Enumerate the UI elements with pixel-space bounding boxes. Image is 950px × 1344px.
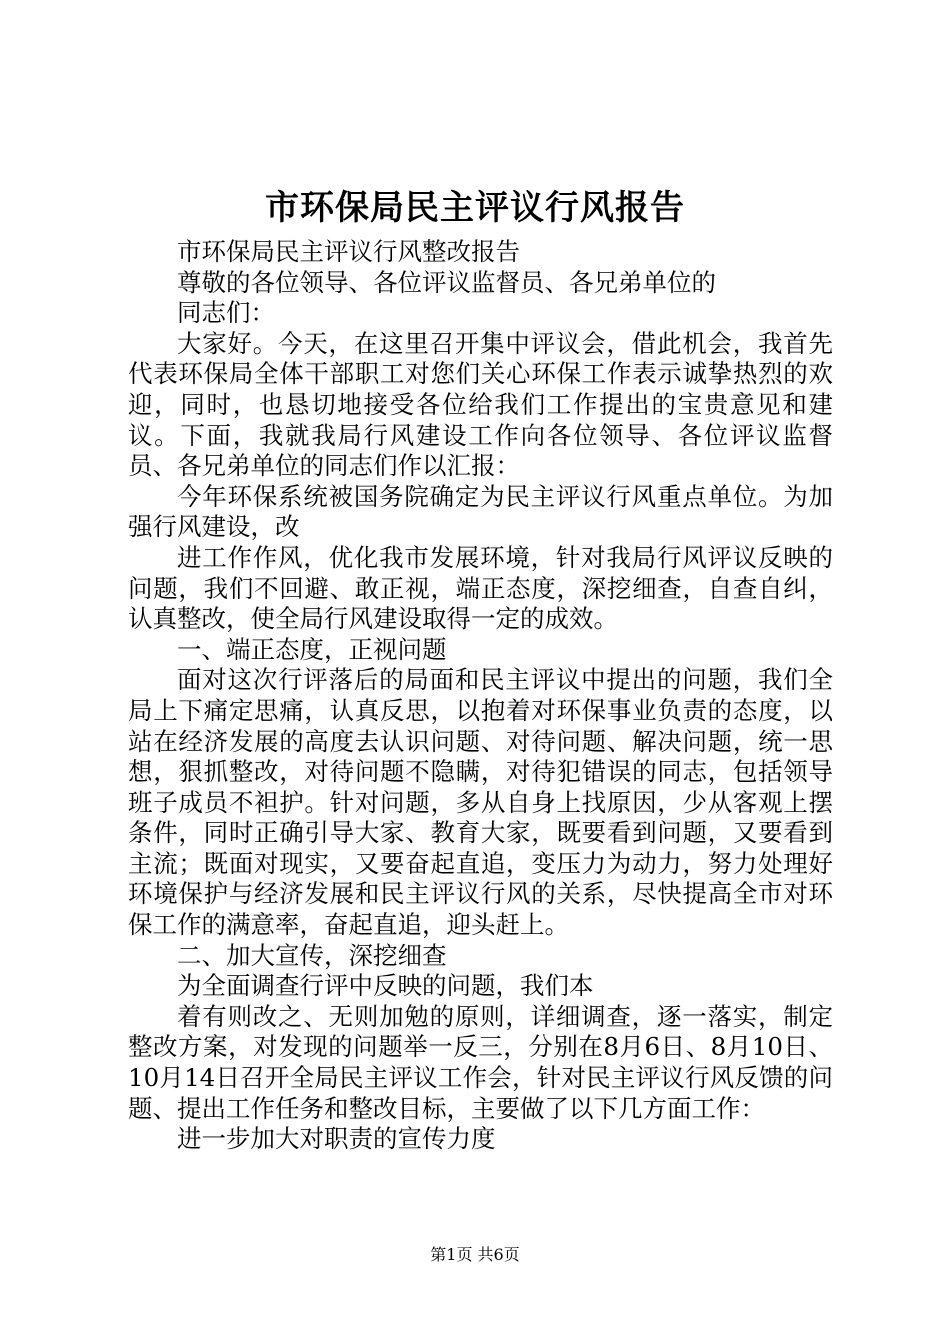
section-heading: 一、端正态度，正视问题 [177, 634, 447, 664]
document-body [128, 237, 833, 1155]
page-number-footer: 第1页 共6页 [430, 1245, 520, 1264]
paragraph: 尊敬的各位领导、各位评议监督员、各兄弟单位的 [177, 267, 716, 297]
paragraph: 今年环保系统被国务院确定为民主评议行风重点单位。为加强行风建设，改 [128, 481, 833, 542]
paragraph: 着有则改之、无则加勉的原则，详细调查，逐一落实，制定整改方案，对发现的问题举一反三，分别在8月6日、8月10日、10月14日召开全局民主评议工作会，针对民主评议行风反馈的问题、提出工作任务和整改目标，主要做了以下几方面工作： [128, 1001, 833, 1123]
section-heading: 二、加大宣传，深挖细查 [177, 940, 447, 970]
paragraph: 大家好。今天，在这里召开集中评议会，借此机会，我首先代表环保局全体干部职工对您们关心环保工作表示诚挚热烈的欢迎，同时，也恳切地接受各位给我们工作提出的宝贵意见和建议。下面，我就我局行风建设工作向各位领导、各位评议监督员、各兄弟单位的同志们作以汇报： [128, 328, 833, 481]
paragraph: 面对这次行评落后的局面和民主评议中提出的问题，我们全局上下痛定思痛，认真反思，以抱着对环保事业负责的态度，以站在经济发展的高度去认识问题、对待问题、解决问题，统一思想，狠抓整改，对待问题不隐瞒，对待犯错误的同志，包括领导班子成员不袒护。针对问题，多从自身上找原因，少从客观上摆条件，同时正确引导大家、教育大家，既要看到问题，又要看到主流；既面对现实，又要奋起直追，变压力为动力，努力处理好环境保护与经济发展和民主评议行风的关系，尽快提高全市对环保工作的满意率，奋起直追，迎头赶上。 [128, 665, 833, 940]
paragraph: 为全面调查行评中反映的问题，我们本 [177, 971, 594, 1001]
document-title: 市环保局民主评议行风报告 [265, 188, 685, 228]
paragraph: 进工作作风，优化我市发展环境，针对我局行风评议反映的问题，我们不回避、敢正视，端正态度，深挖细查，自查自纠，认真整改，使全局行风建设取得一定的成效。 [128, 542, 833, 634]
paragraph: 市环保局民主评议行风整改报告 [177, 237, 520, 266]
paragraph: 同志们： [177, 298, 275, 328]
paragraph: 进一步加大对职责的宣传力度 [177, 1124, 496, 1154]
